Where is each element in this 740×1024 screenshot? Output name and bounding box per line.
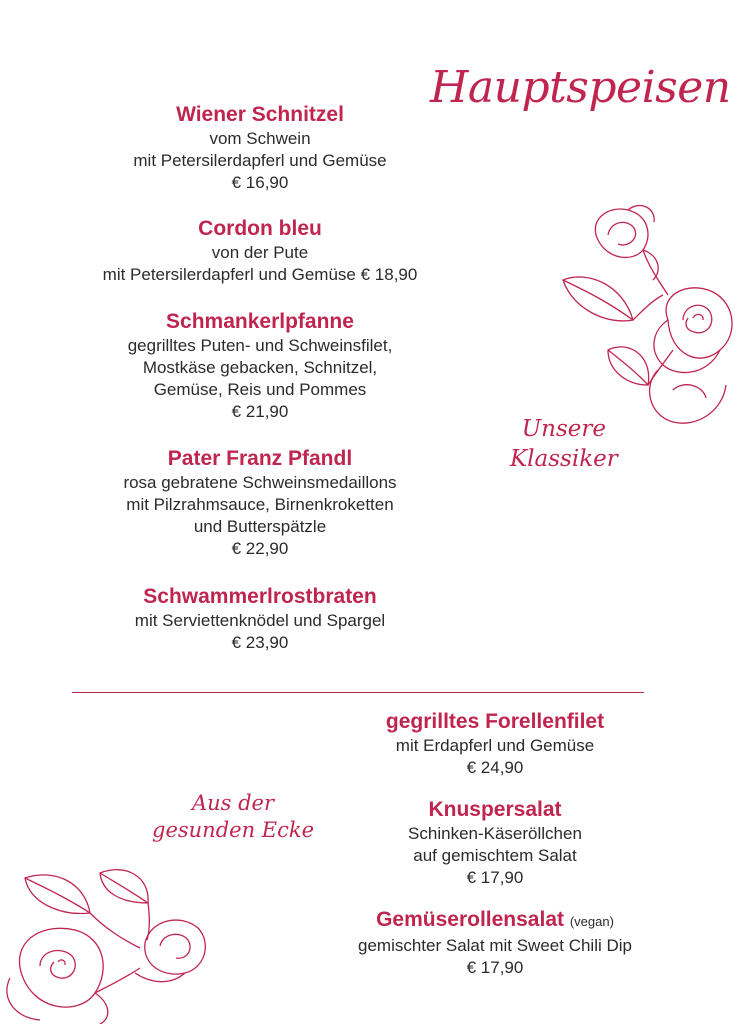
rose-flower-icon xyxy=(650,288,732,423)
page-title: Hauptspeisen xyxy=(430,62,731,113)
dish-description: Schinken-Käseröllchen xyxy=(408,824,582,843)
section-divider xyxy=(72,692,644,693)
dish-description: mit Erdapferl und Gemüse xyxy=(395,736,595,755)
dish-schmankerlpfanne xyxy=(40,309,480,423)
dish-price: € 24,90 xyxy=(466,758,524,777)
dish-name: Schwammerlrostbraten xyxy=(143,585,377,608)
leaf-icon xyxy=(25,870,148,914)
dish-description: mit Petersilerdapferl und Gemüse xyxy=(133,151,387,170)
dish-wiener-schnitzel xyxy=(40,102,480,194)
dish-name: Cordon bleu xyxy=(198,217,322,240)
leaf-icon xyxy=(563,277,649,385)
rose-illustration-right xyxy=(548,200,740,480)
dish-forellenfilet xyxy=(330,709,660,779)
dish-cordon-bleu xyxy=(40,216,480,286)
dish-price: € 17,90 xyxy=(466,868,524,887)
dish-description: Gemüse, Reis und Pommes xyxy=(153,380,367,399)
dish-description: rosa gebratene Schweinsmedaillons xyxy=(123,473,397,492)
dish-schwammerlrostbraten xyxy=(40,584,480,654)
dish-name: Knuspersalat xyxy=(428,798,562,821)
dish-knuspersalat xyxy=(330,797,660,889)
dish-description: von der Pute xyxy=(211,243,309,262)
tag-line: Unsere xyxy=(521,416,606,442)
dish-description: gemischter Salat mit Sweet Chili Dip xyxy=(358,936,632,955)
dish-name: Schmankerlpfanne xyxy=(166,310,354,333)
dish-price: € 17,90 xyxy=(466,958,524,977)
tag-line: Klassiker xyxy=(510,446,618,472)
tag-line: gesunden Ecke xyxy=(152,818,315,842)
dish-price: € 22,90 xyxy=(231,539,289,558)
dish-description: Mostkäse gebacken, Schnitzel, xyxy=(142,358,378,377)
dish-description: vom Schwein xyxy=(209,129,311,148)
rose-flower-icon xyxy=(7,928,108,1024)
dish-price: € 21,90 xyxy=(231,402,289,421)
dish-name: gegrilltes Forellenfilet xyxy=(385,710,605,733)
rose-bud-icon xyxy=(135,920,205,982)
dish-name-row xyxy=(330,907,660,935)
section-tag-healthy xyxy=(152,790,314,844)
tag-line: Aus der xyxy=(191,791,275,815)
rose-bud-icon xyxy=(595,206,658,280)
rose-illustration-left xyxy=(0,858,215,1024)
dish-description: auf gemischtem Salat xyxy=(413,846,577,865)
dish-description: mit Pilzrahmsauce, Birnenkroketten xyxy=(126,495,394,514)
dish-description: mit Serviettenknödel und Spargel xyxy=(134,611,386,630)
dish-pater-franz-pfandl xyxy=(40,446,480,560)
dish-gemueserollensalat xyxy=(330,907,660,979)
dish-description: mit Petersilerdapferl und Gemüse € 18,90 xyxy=(102,265,418,284)
dish-description: gegrilltes Puten- und Schweinsfilet, xyxy=(127,336,393,355)
dish-name: Wiener Schnitzel xyxy=(176,103,344,126)
dish-description: und Butterspätzle xyxy=(193,517,327,536)
dish-price: € 16,90 xyxy=(231,173,289,192)
dish-price: € 23,90 xyxy=(231,633,289,652)
vegan-note: (vegan) xyxy=(569,914,614,929)
dish-name: Pater Franz Pfandl xyxy=(167,447,353,470)
dish-name: Gemüserollensalat xyxy=(376,908,564,931)
